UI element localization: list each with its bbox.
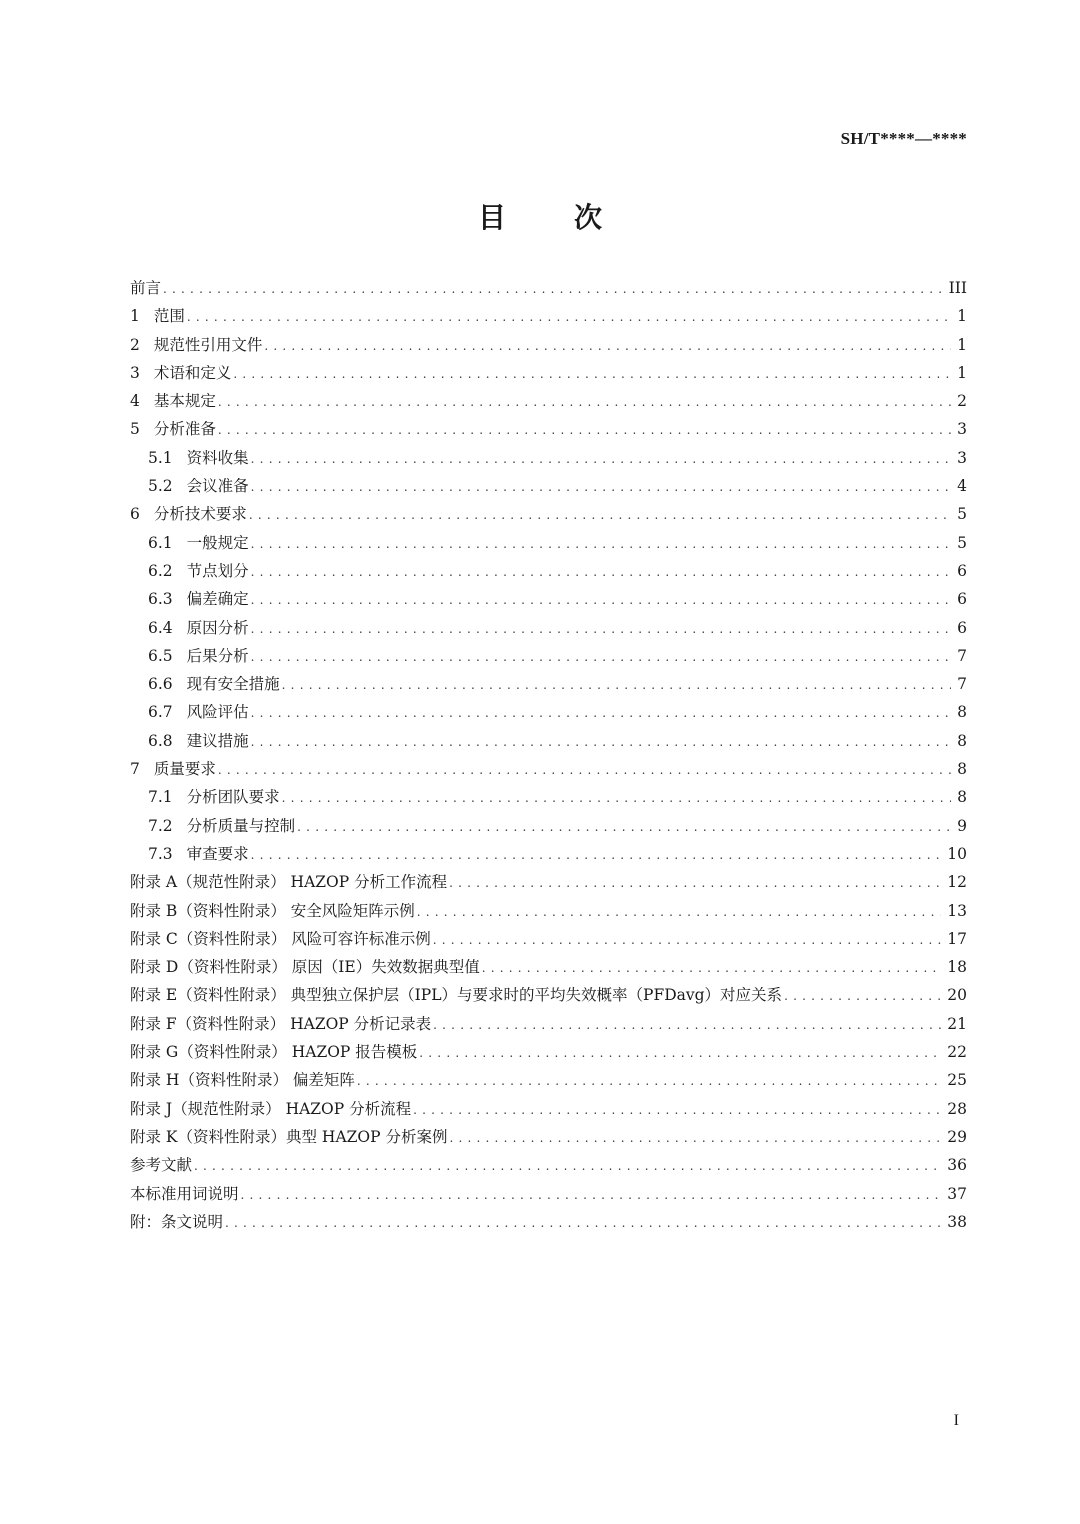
toc-entry-label (130, 1012, 431, 1034)
toc-entry-label (130, 1210, 223, 1232)
toc-entry-page: 2 (957, 392, 967, 411)
toc-entry-title: 本标准用词说明 (130, 1184, 239, 1203)
toc-entry-label (130, 389, 216, 411)
toc-entry-label (130, 361, 231, 383)
toc-entry-title: 分析技术要求 (153, 505, 247, 524)
toc-entry-label (148, 785, 280, 807)
toc-entry[interactable] (130, 276, 967, 304)
toc-entry[interactable] (130, 700, 967, 728)
toc-entry-title: 一般规定 (186, 533, 249, 552)
toc-entry-title: 偏差确定 (186, 590, 249, 609)
toc-entry-title: 规范性引用文件 (153, 335, 263, 354)
toc-entry-page: 7 (957, 646, 967, 665)
toc-entry-label (130, 502, 247, 524)
toc-entry-label (130, 1153, 192, 1175)
toc-entry-title: 分析团队要求 (186, 788, 280, 807)
toc-dot-leader (433, 1018, 941, 1032)
toc-entry-number: 7.3 (148, 844, 173, 863)
toc-entry[interactable] (130, 502, 967, 530)
toc-dot-leader (433, 933, 942, 947)
toc-entry-title: 审查要求 (186, 844, 249, 863)
toc-entry-title: 现有安全措施 (186, 675, 280, 694)
toc-entry-page: 3 (957, 448, 967, 467)
toc-dot-leader (251, 537, 951, 551)
toc-entry-label (130, 927, 431, 949)
toc-entry-number: 2 (130, 335, 140, 354)
toc-entry-number: 6.1 (148, 533, 173, 552)
toc-entry[interactable] (130, 1012, 967, 1040)
toc-entry-number: 7.2 (148, 816, 173, 835)
toc-entry-number: 7 (130, 760, 140, 779)
toc-entry-title: 质量要求 (153, 760, 216, 779)
toc-entry-title: 附录 A（规范性附录） HAZOP 分析工作流程 (130, 873, 448, 892)
toc-entry-label (148, 700, 249, 722)
toc-entry[interactable] (130, 1097, 967, 1125)
toc-entry-page: 1 (957, 307, 967, 326)
toc-dot-leader (264, 339, 951, 353)
toc-entry[interactable] (130, 1125, 967, 1153)
toc-entry-label (130, 304, 185, 326)
toc-entry-title: 会议准备 (186, 477, 249, 496)
toc-entry-title: 附录 K（资料性附录）典型 HAZOP 分析案例 (130, 1127, 448, 1146)
toc-dot-leader (251, 735, 951, 749)
toc-entry-label (148, 842, 249, 864)
toc-entry[interactable] (130, 446, 967, 474)
toc-entry[interactable] (130, 870, 967, 898)
toc-entry-page: 37 (947, 1184, 967, 1203)
toc-entry-number: 6.2 (148, 561, 173, 580)
toc-entry-number: 6.3 (148, 590, 173, 609)
toc-entry-label (130, 757, 216, 779)
toc-entry-label (148, 559, 249, 581)
toc-entry[interactable] (130, 644, 967, 672)
toc-dot-leader (251, 622, 951, 636)
toc-entry-page: 1 (957, 335, 967, 354)
toc-entry-page: 4 (957, 477, 967, 496)
toc-entry-number: 7.1 (148, 788, 173, 807)
toc-entry-number: 5.2 (148, 477, 173, 496)
toc-entry-title: 参考文献 (130, 1156, 193, 1175)
toc-dot-leader (163, 282, 943, 296)
toc-entry-page: 6 (957, 590, 967, 609)
toc-entry-title: 节点划分 (186, 561, 249, 580)
toc-entry-number: 3 (130, 363, 140, 382)
toc-entry-page: 1 (957, 363, 967, 382)
toc-entry-label (130, 870, 447, 892)
toc-dot-leader (413, 1103, 941, 1117)
toc-entry-page: 8 (957, 788, 967, 807)
toc-entry-page: 8 (957, 731, 967, 750)
toc-entry-title: 基本规定 (153, 392, 216, 411)
toc-dot-leader (482, 961, 942, 975)
toc-entry-title: 原因分析 (186, 618, 249, 637)
toc-entry-number: 1 (130, 307, 140, 326)
toc-dot-leader (218, 763, 951, 777)
toc-entry[interactable] (130, 361, 967, 389)
toc-entry[interactable] (130, 729, 967, 757)
toc-entry[interactable] (130, 1210, 967, 1238)
toc-dot-leader (225, 1216, 941, 1230)
toc-entry-label (148, 531, 249, 553)
toc-entry-page: 7 (957, 675, 967, 694)
toc-dot-leader (241, 1188, 942, 1202)
toc-entry-page: 36 (947, 1156, 967, 1175)
toc-entry[interactable] (130, 304, 967, 332)
toc-entry-title: 前言 (130, 279, 162, 297)
toc-entry-title: 分析准备 (153, 420, 216, 439)
toc-entry-label (130, 955, 480, 977)
toc-entry[interactable] (130, 333, 967, 361)
toc-dot-leader (251, 452, 951, 466)
toc-entry[interactable] (130, 531, 967, 559)
toc-entry-title: 建议措施 (186, 731, 249, 750)
toc-entry-page: 12 (947, 873, 967, 892)
toc-entry[interactable] (130, 927, 967, 955)
toc-entry-label (148, 814, 295, 836)
toc-entry-page: 28 (947, 1099, 967, 1118)
toc-entry-page: 3 (957, 420, 967, 439)
toc-dot-leader (784, 989, 941, 1003)
toc-entry-label (130, 276, 161, 298)
toc-entry-number: 6 (130, 505, 140, 524)
toc-dot-leader (187, 310, 951, 324)
toc-dot-leader (297, 820, 951, 834)
document-code: SH/T****—**** (840, 129, 967, 148)
toc-entry-page: 10 (947, 844, 967, 863)
toc-entry-title: 附录 F（资料性附录） HAZOP 分析记录表 (130, 1014, 432, 1033)
toc-entry-title: 附录 B（资料性附录） 安全风险矩阵示例 (130, 901, 415, 920)
toc-dot-leader (449, 1131, 941, 1145)
toc-dot-leader (251, 593, 951, 607)
toc-entry-page: 5 (957, 533, 967, 552)
page-number: I (953, 1412, 959, 1429)
toc-dot-leader (449, 876, 941, 890)
toc-entry-page: 25 (947, 1071, 967, 1090)
toc-entry-title: 范围 (153, 307, 185, 326)
toc-entry-title: 术语和定义 (153, 363, 232, 382)
toc-entry-number: 5 (130, 420, 140, 439)
toc-entry-label (130, 899, 415, 921)
toc-entry[interactable] (130, 899, 967, 927)
toc-dot-leader (233, 367, 951, 381)
toc-entry-label (148, 729, 249, 751)
toc-dot-leader (419, 1046, 941, 1060)
toc-entry-page: 29 (947, 1127, 967, 1146)
toc-entry-label (130, 1040, 417, 1062)
toc-dot-leader (251, 480, 951, 494)
toc-entry[interactable] (130, 616, 967, 644)
toc-entry[interactable] (130, 983, 967, 1011)
toc-entry-page: 13 (947, 901, 967, 920)
toc-entry-number: 5.1 (148, 448, 173, 467)
toc-entry-page: 38 (947, 1212, 967, 1231)
toc-dot-leader (249, 508, 951, 522)
toc-dot-leader (194, 1159, 941, 1173)
toc-entry-page: 21 (947, 1014, 967, 1033)
toc-entry-title: 附录 C（资料性附录） 风险可容许标准示例 (130, 929, 431, 948)
toc-entry-page: 20 (947, 986, 967, 1005)
toc-entry[interactable] (130, 785, 967, 813)
toc-entry-label (130, 983, 782, 1005)
toc-entry-number: 4 (130, 392, 140, 411)
toc-entry-page: 8 (957, 760, 967, 779)
toc-entry-number: 6.7 (148, 703, 173, 722)
table-of-contents (130, 276, 967, 1238)
toc-entry-page: 6 (957, 561, 967, 580)
toc-entry-number: 6.8 (148, 731, 173, 750)
toc-entry-page: 6 (957, 618, 967, 637)
toc-title-char-1: 目 (477, 201, 506, 234)
toc-entry-label (130, 1125, 447, 1147)
toc-entry-number: 6.4 (148, 618, 173, 637)
toc-entry-page: 18 (947, 958, 967, 977)
toc-entry[interactable] (130, 672, 967, 700)
toc-entry[interactable] (130, 417, 967, 445)
toc-entry-page: 5 (957, 505, 967, 524)
toc-entry-page: III (948, 279, 967, 297)
toc-entry-page: 22 (947, 1043, 967, 1062)
toc-entry[interactable] (130, 1068, 967, 1096)
toc-entry-title: 附：条文说明 (130, 1212, 224, 1231)
toc-entry[interactable] (130, 842, 967, 870)
toc-entry[interactable] (130, 1153, 967, 1181)
toc-dot-leader (251, 650, 951, 664)
toc-dot-leader (251, 706, 951, 720)
toc-dot-leader (357, 1074, 941, 1088)
toc-entry[interactable] (130, 1040, 967, 1068)
toc-dot-leader (282, 678, 951, 692)
toc-entry-title: 附录 H（资料性附录） 偏差矩阵 (130, 1071, 355, 1090)
toc-entry-label (130, 1068, 355, 1090)
toc-entry[interactable] (130, 955, 967, 983)
toc-dot-leader (282, 791, 951, 805)
toc-entry-label (148, 616, 249, 638)
toc-entry-page: 8 (957, 703, 967, 722)
toc-entry-label (148, 587, 249, 609)
toc-entry-label (148, 474, 249, 496)
toc-dot-leader (251, 848, 942, 862)
toc-entry[interactable] (130, 474, 967, 502)
toc-entry-label (148, 672, 280, 694)
toc-entry[interactable] (130, 587, 967, 615)
toc-entry[interactable] (130, 757, 967, 785)
toc-entry-title: 附录 G（资料性附录） HAZOP 报告模板 (130, 1043, 418, 1062)
toc-entry-title: 后果分析 (186, 646, 249, 665)
toc-entry[interactable] (130, 559, 967, 587)
toc-entry-label (130, 417, 216, 439)
toc-entry-page: 17 (947, 929, 967, 948)
toc-entry-label (130, 333, 262, 355)
toc-title-char-2: 次 (574, 201, 603, 234)
toc-dot-leader (417, 905, 942, 919)
toc-entry[interactable] (130, 389, 967, 417)
toc-dot-leader (251, 565, 951, 579)
toc-dot-leader (218, 423, 951, 437)
toc-entry[interactable] (130, 1182, 967, 1210)
toc-entry-title: 分析质量与控制 (186, 816, 296, 835)
toc-entry-label (148, 644, 249, 666)
toc-entry-title: 附录 D（资料性附录） 原因（IE）失效数据典型值 (130, 958, 480, 977)
toc-entry-label (130, 1182, 239, 1204)
toc-entry-number: 6.6 (148, 675, 173, 694)
toc-entry-title: 附录 J（规范性附录） HAZOP 分析流程 (130, 1099, 412, 1118)
toc-dot-leader (218, 395, 951, 409)
toc-title (0, 196, 1080, 236)
toc-entry[interactable] (130, 814, 967, 842)
toc-entry-page: 9 (957, 816, 967, 835)
toc-entry-title: 附录 E（资料性附录） 典型独立保护层（IPL）与要求时的平均失效概率（PFDavg）对应关系 (130, 986, 783, 1005)
toc-entry-number: 6.5 (148, 646, 173, 665)
toc-entry-label (130, 1097, 411, 1119)
toc-entry-title: 风险评估 (186, 703, 249, 722)
toc-entry-title: 资料收集 (186, 448, 249, 467)
toc-entry-label (148, 446, 249, 468)
